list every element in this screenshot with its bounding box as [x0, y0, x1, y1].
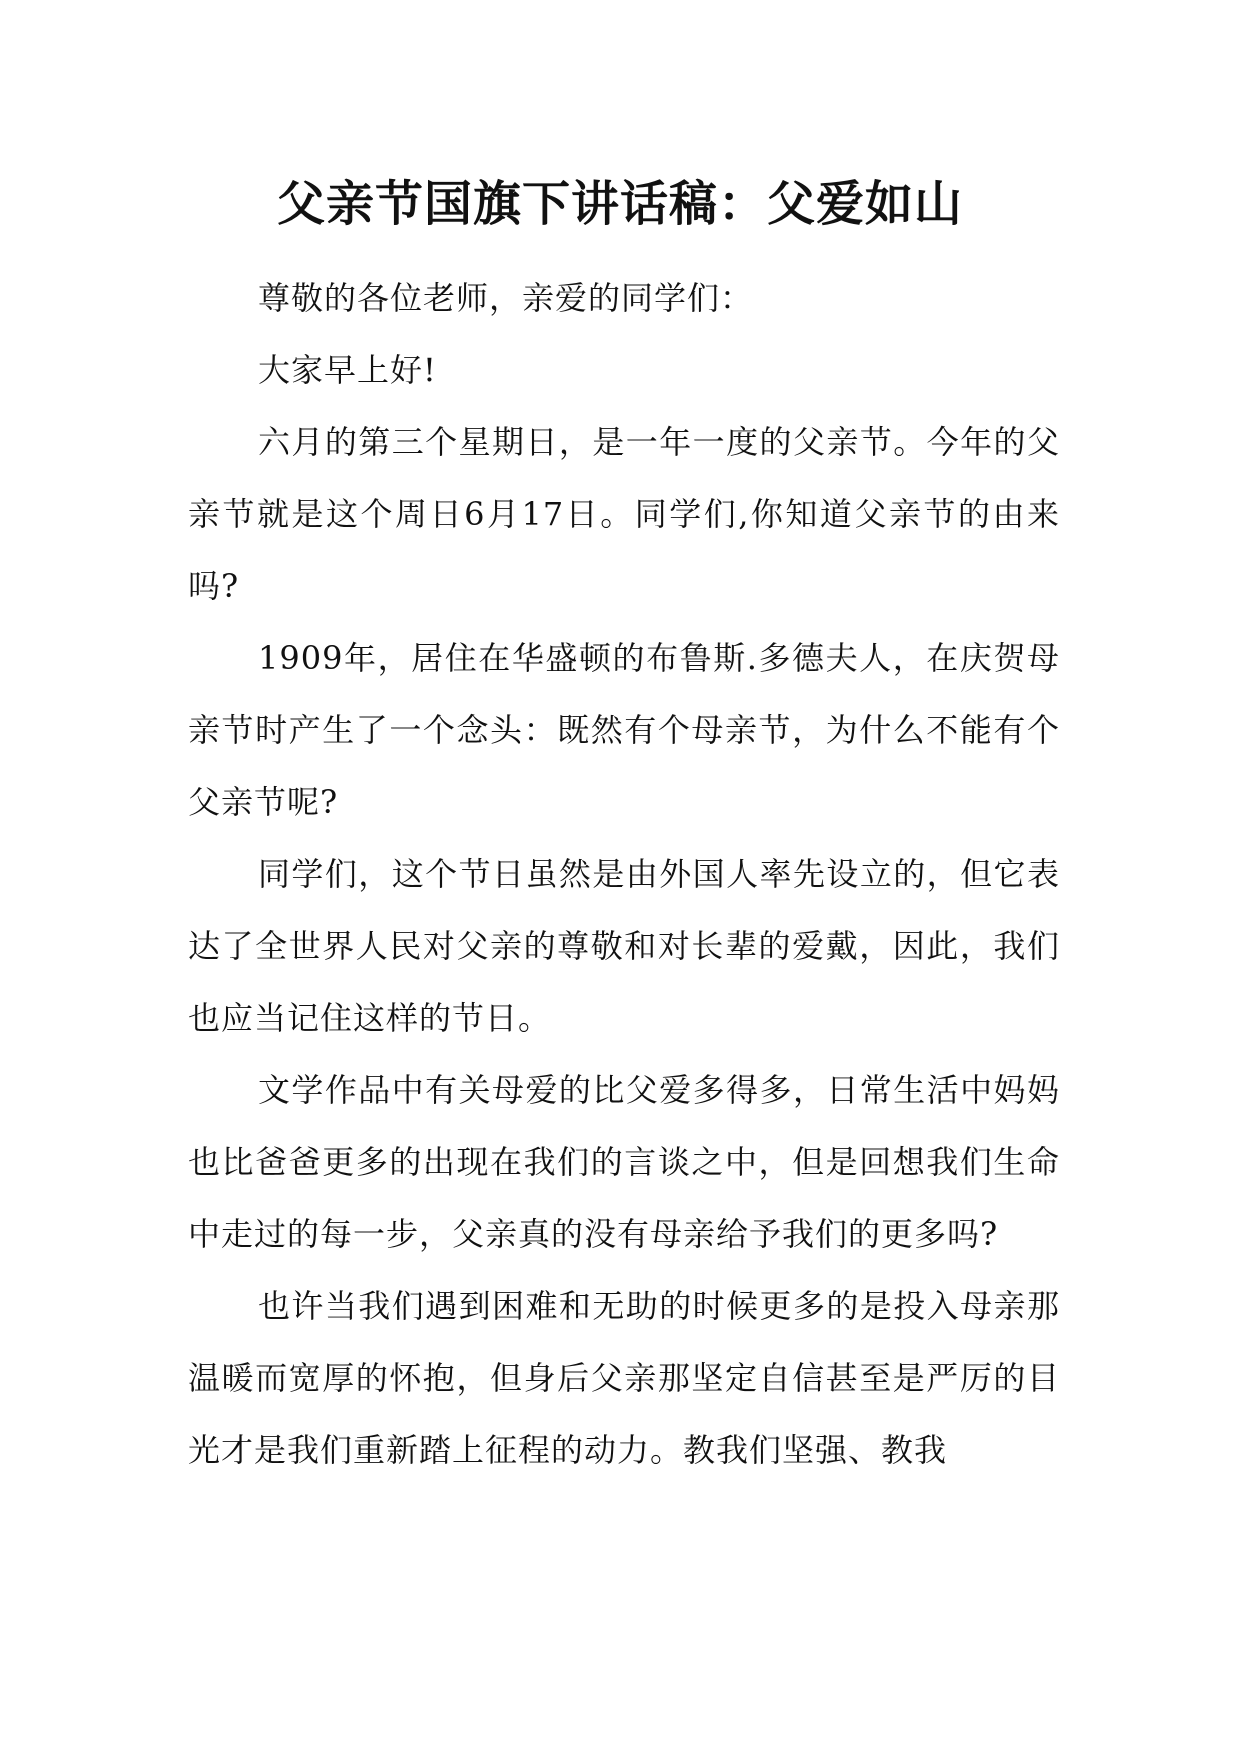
paragraph-origin-1909: 1909年，居住在华盛顿的布鲁斯.多德夫人，在庆贺母亲节时产生了一个念头：既然有个母亲节，为什么不能有个父亲节呢?: [188, 639, 1060, 821]
paragraph-father-gaze: 也许当我们遇到困难和无助的时候更多的是投入母亲那温暖而宽厚的怀抱，但身后父亲那坚定自信甚至是严厉的目光才是我们重新踏上征程的动力。教我们坚强、教我: [188, 1287, 1060, 1469]
paragraph-greeting: 尊敬的各位老师，亲爱的同学们：: [258, 279, 754, 317]
paragraph-good-morning: 大家早上好!: [258, 351, 437, 389]
paragraph-fathers-day-date: 六月的第三个星期日，是一年一度的父亲节。今年的父亲节就是这个周日6月17日。同学们,你知道父亲节的由来吗?: [188, 423, 1060, 605]
document-body: [188, 262, 1060, 1486]
document-title: 父亲节国旗下讲话稿：父爱如山: [276, 176, 963, 232]
paragraph-remember-holiday: 同学们，这个节日虽然是由外国人率先设立的，但它表达了全世界人民对父亲的尊敬和对长辈的爱戴，因此，我们也应当记住这样的节日。: [188, 855, 1060, 1037]
paragraph-mother-vs-father: 文学作品中有关母爱的比父爱多得多，日常生活中妈妈也比爸爸更多的出现在我们的言谈之中，但是回想我们生命中走过的每一步，父亲真的没有母亲给予我们的更多吗?: [188, 1071, 1060, 1253]
